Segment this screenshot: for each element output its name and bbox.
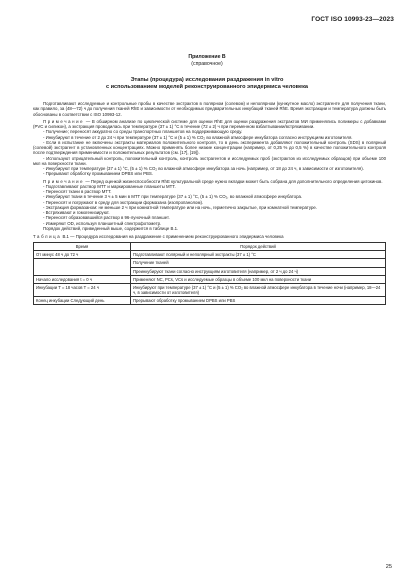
table-row <box>34 283 386 296</box>
note-text: — В обширном анализе по циклической системе для оценки RhE для оценки раздражения экстрактов МИ применялись полимеры с добавками (PVC и силикон), а экстракция проводилась при температуре (37 ± 1) °С в течение (72 ± 2) ч при переменном взбалтывании/встряхивании. <box>33 118 386 129</box>
table-cell-action: Подготавливают полярный и неполярный экстракты (37 ± 1) °С <box>131 251 386 259</box>
body-paragraph: - Измеряют OD, используя планшетный спектрофотометр. <box>43 220 162 226</box>
note-label: Примечание <box>43 118 85 124</box>
paragraph-list <box>33 101 386 231</box>
title-line-2: с использованием моделей реконструированного эпидермиса человека <box>105 84 309 90</box>
table-body <box>34 251 386 305</box>
table-caption-text: B.1 — Процедура исследования на раздражение с применением реконструированного эпидермиса человека <box>62 234 284 239</box>
section-title <box>0 77 414 91</box>
body-paragraph: - Прерывают обработку промыванием DPBS или PBS. <box>43 171 153 177</box>
body-paragraph: - Инкубируют в течение от 2 до 24 ч при температуре (37 ± 1) °С и (5 ± 1) % CO₂ во влажной атмосфере инкубатора согласно инструкциям изготовителя. <box>43 134 353 140</box>
table-header-action: Порядок действий <box>131 243 386 251</box>
body-paragraph: - Используют отрицательный контроль, положительный контроль, контроль экстрагентов и исследуемых проб (экстрактов из исследуемых образцов) при объеме 100 мкл на поверхности ткани. <box>33 155 386 166</box>
table-cell-time: Конец инкубации Следующий день <box>34 296 131 304</box>
table-caption-label: Таблица <box>33 234 62 239</box>
procedure-table <box>33 242 386 305</box>
body-paragraph: Порядок действий, приведенный выше, содержится в таблице B.1. <box>43 225 179 231</box>
table-cell-time: От минус 48 ч до 72 ч <box>34 251 131 259</box>
standard-header: ГОСТ ISO 10993-23—2023 <box>311 16 394 23</box>
table-header-row <box>34 243 386 251</box>
body-paragraph: - Инкубируют при температуре (37 ± 1) °С, (5 ± 1) % CO₂ во влажной атмосфере инкубатора за ночь (например, от 18 до 24 ч, в зависимости от изготовителя). <box>43 166 364 171</box>
table-row <box>34 259 386 267</box>
table-row <box>34 251 386 259</box>
table-row <box>34 296 386 304</box>
table-header-time: Время <box>34 243 131 251</box>
table-cell-action: Инкубируют при температуре (37 ± 1) °С и (5 ± 1) % CO₂ во влажной атмосфере инкубатора в течение ночи (например, 18—24 ч, в зависимости от изготовителя) <box>131 283 386 296</box>
body-paragraph: - Переносят ткани в раствор МТТ. <box>43 189 112 194</box>
table-cell-time <box>34 259 131 267</box>
note-label: Примечание <box>43 178 85 184</box>
document-body <box>33 101 386 305</box>
body-paragraph: - Получение; переносят аккуратно со среды транспортных планшетов на поддерживающую среду. <box>43 129 243 135</box>
note-paragraph <box>33 119 386 130</box>
table-row <box>34 275 386 283</box>
body-paragraph: - Инкубируют ткани в течение 3 ч ± 5 мин в МТТ при температуре (37 ± 1) °С, (5 ± 1) % CO₂, во влажной атмосфере инкубатора. <box>43 194 303 200</box>
table-caption <box>33 234 386 239</box>
annex-heading <box>0 54 414 67</box>
body-paragraph: - Экстракция формазаном: не меньше 2 ч при комнатной температуре или на ночь, герметично закрытые, при комнатной температуре. <box>43 204 318 210</box>
title-line-1: Этапы (процедура) исследования раздражения in vitro <box>130 77 284 83</box>
table-cell-time: Начало исследования t = 0 ч <box>34 275 131 283</box>
note-text: — Перед оценкой жизнеспособности RhE культуральной среде нужно вкладки может быть собрана для дополнительного определения цитокинов. <box>85 178 383 184</box>
body-paragraph: - Встряхивают и гомогенизируют. <box>43 210 110 215</box>
table-cell-action: Преинкубируют ткани согласно инструкциям изготовителя (например, от 2 ч до 24 ч) <box>131 267 386 275</box>
note-paragraph <box>33 179 386 184</box>
table-cell-action: Прерывают обработку промыванием DPBS или PBS <box>131 296 386 304</box>
body-paragraph: Подготавливают исследуемые и контрольные пробы в качестве экстрактов в полярном (солевом) и неполярном (кунжутное масло) экстрагенте для получения ткани, как правило, за (48—72) ч до получения тканей RhE и зависимости от необходимых предварительных инкубаций тканей RhE. Время экстракции и температура должны быть обоснованы в соответствии с ISO 10993-12. <box>33 101 386 117</box>
table-row <box>34 267 386 275</box>
page-number: 25 <box>385 564 392 570</box>
table-cell-action: Применяют NC, PCs, VCs и исследуемые образцы в объеме 100 мкл на поверхности ткани <box>131 275 386 283</box>
body-paragraph: - Подготавливают раствор МТТ и маркированные планшеты МТТ. <box>43 183 176 189</box>
annex-label: Приложение B <box>188 54 226 60</box>
table-cell-action: Получение тканей <box>131 259 386 267</box>
body-paragraph: - Переносят и погружают в среду для экстракции формазана (изопропанолом). <box>43 199 204 205</box>
body-paragraph: - Если в испытание не включены экстракты материалов положительного контроля, то в день эксперимента добавляют положительный контроль (SDS) в полярный (солевой) экстрагент в установленных концентрациях. Можно применять более низкие концентрации (например, от 0,25 % до 0,5 %) в качестве положительного контроля после подтверждения применимости и положительных результатов (см. [17], [19]). <box>33 139 386 156</box>
table-cell-time: Инкубации T = 18 часов T = 24 ч <box>34 283 131 296</box>
table-cell-time <box>34 267 131 275</box>
annex-kind: (справочное) <box>191 60 223 67</box>
body-paragraph: - Переносят образовавшийся раствор в 96-луночный планшет. <box>43 215 170 221</box>
